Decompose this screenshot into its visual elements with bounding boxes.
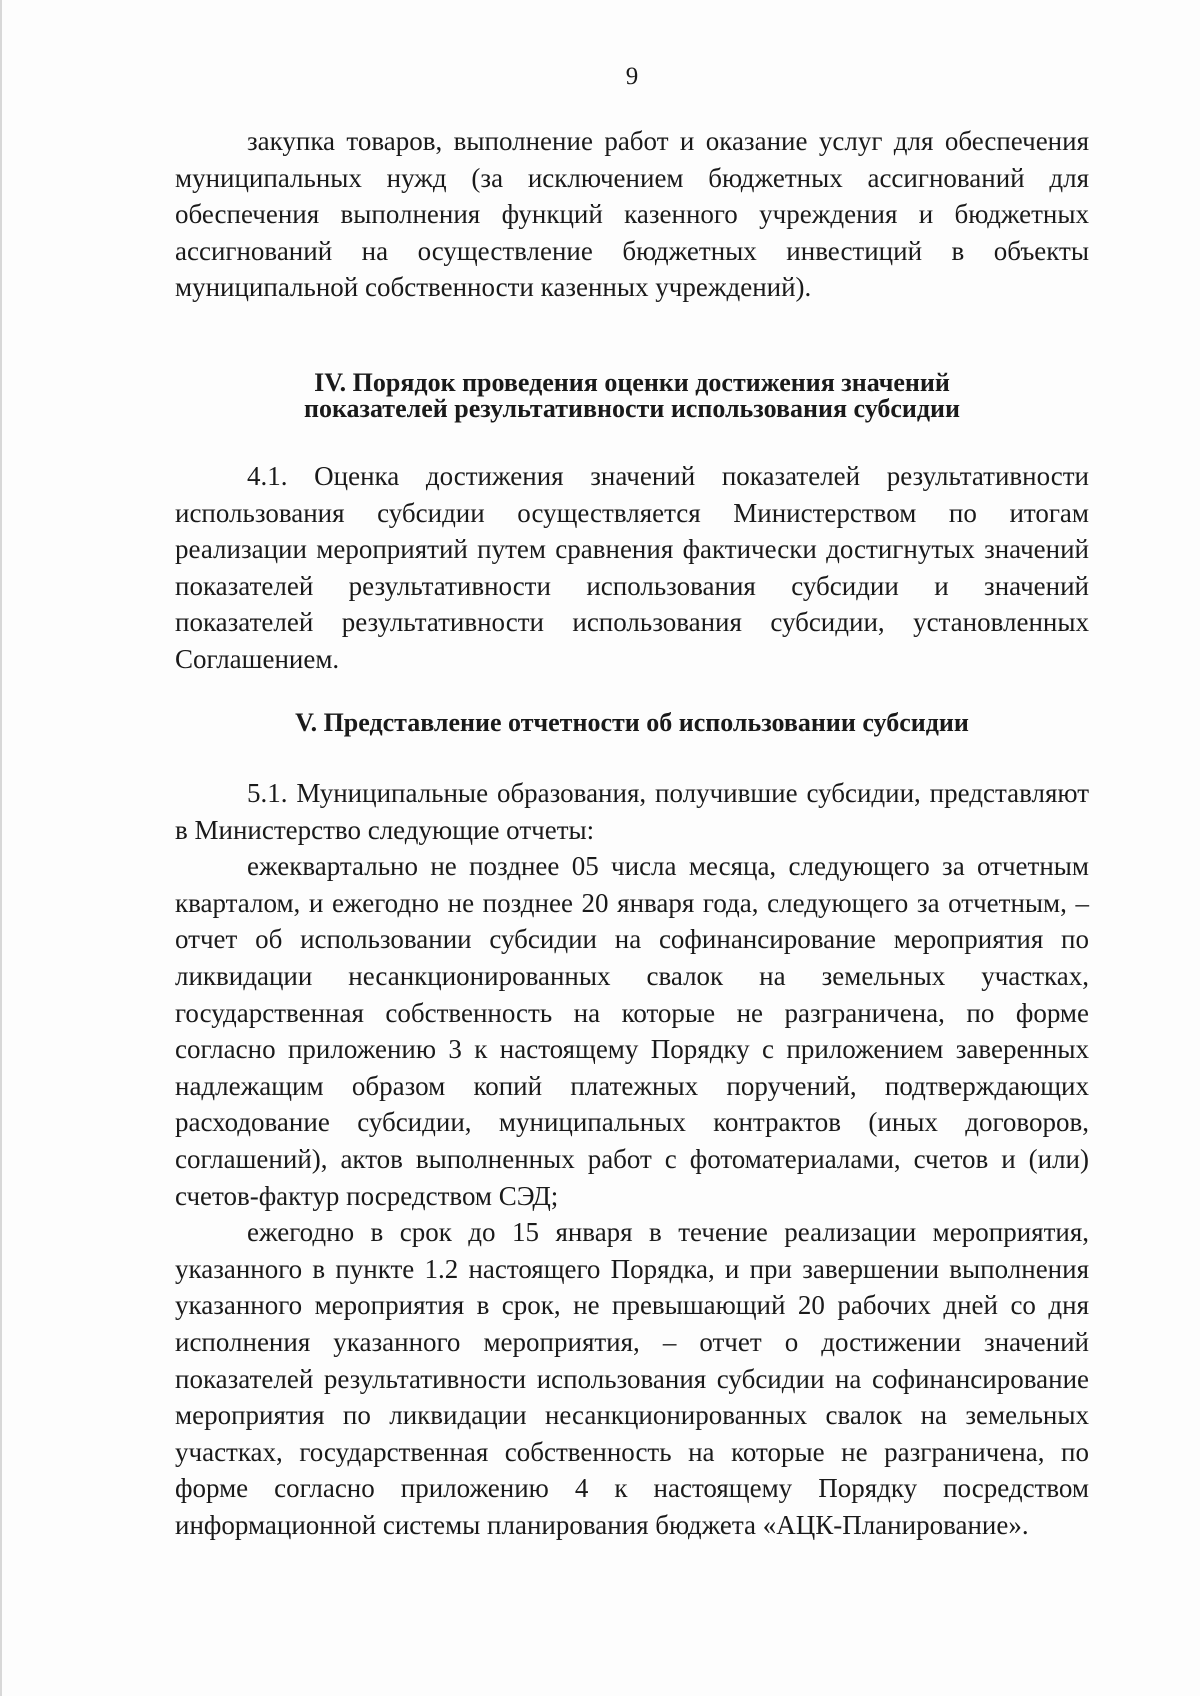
section-heading-5 xyxy=(175,710,1089,736)
paragraph-quarterly-report: ежеквартально не позднее 05 числа месяца, следующего за отчетным кварталом, и ежегодно не позднее 20 января года, следующего за отчетным, – отчет об использовании субсидии на софинансирование мероприятия по ликвидации несанкционированных свалок на земельных участках, государственная собственность на которые не разграничена, по форме согласно приложению 3 к настоящему Порядку с приложением заверенных надлежащим образом копий платежных поручений, подтверждающих расходование субсидии, муниципальных контрактов (иных договоров, соглашений), актов выполненных работ с фотоматериалами, счетов и (или) счетов-фактур посредством СЭД; xyxy=(175,851,1089,1211)
page-number: 9 xyxy=(625,63,639,90)
section-heading-4-line-2: показателей результативности использования субсидии xyxy=(303,394,961,423)
section-heading-4-line-1: IV. Порядок проведения оценки достижения значений xyxy=(314,368,950,397)
paragraph-4-1: 4.1. Оценка достижения значений показателей результативности использования субсидии осуществляется Министерством по итогам реализации мероприятий путем сравнения фактически достигнутых значений показателей результативности использования субсидии и значений показателей результативности использования субсидии, установленных Соглашением. xyxy=(175,461,1089,674)
section-4-body xyxy=(175,458,1089,678)
section-5-body xyxy=(175,775,1089,1543)
section-heading-4 xyxy=(175,370,1089,422)
paragraph-5-1: 5.1. Муниципальные образования, получившие субсидии, представляют в Министерство следующие отчеты: xyxy=(175,778,1089,845)
paragraph-annual-report: ежегодно в срок до 15 января в течение реализации мероприятия, указанного в пункте 1.2 настоящего Порядка, и при завершении выполнения указанного мероприятия в срок, не превышающий 20 рабочих дней со дня исполнения указанного мероприятия, – отчет о достижении значений показателей результативности использования субсидии на софинансирование мероприятия по ликвидации несанкционированных свалок на земельных участках, государственная собственность на которые не разграничена, по форме согласно приложению 4 к настоящему Порядку посредством информационной системы планирования бюджета «АЦК-Планирование». xyxy=(175,1217,1089,1540)
paragraph-procurement: закупка товаров, выполнение работ и оказание услуг для обеспечения муниципальных нужд (за исключением бюджетных ассигнований для обеспечения выполнения функций казенного учреждения и бюджетных ассигнований на осуществление бюджетных инвестиций в объекты муниципальной собственности казенных учреждений). xyxy=(175,126,1089,303)
paragraph-block-top xyxy=(175,123,1089,306)
section-heading-5-line-1: V. Представление отчетности об использовании субсидии xyxy=(295,708,969,737)
